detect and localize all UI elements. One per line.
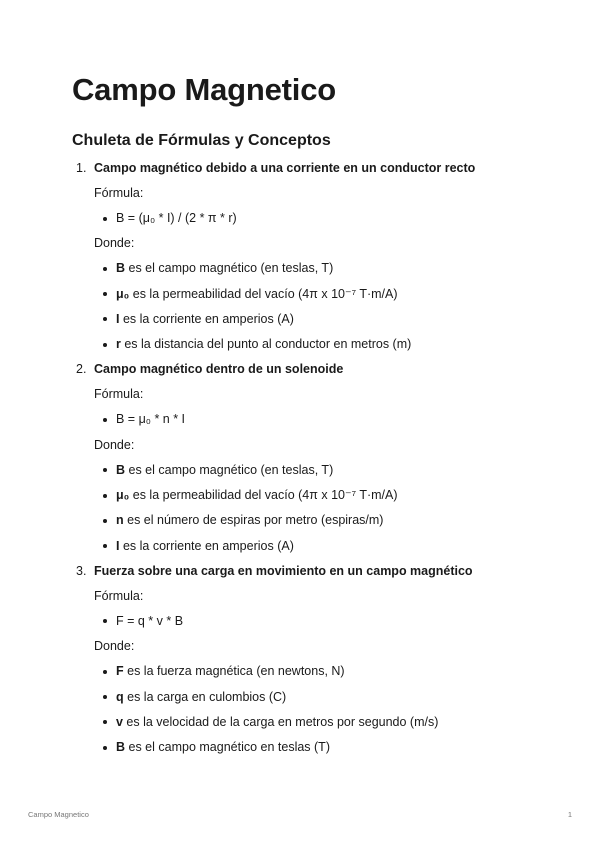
term-description: es la corriente en amperios (A) [119,311,294,326]
section-1 [76,159,546,353]
where-label: Donde: [94,639,135,654]
term-item [94,511,546,529]
term-symbol: I [116,311,120,326]
term-symbol: B [116,740,126,755]
term-symbol: v [116,714,123,729]
term-item [94,486,546,504]
where-label: Donde: [94,437,135,452]
formula-label: Fórmula: [94,588,144,603]
term-symbol: μ₀ [116,286,130,301]
term-description: es la permeabilidad del vacío (4π x 10⁻⁷ T·m/A) [129,286,398,301]
page-subtitle: Chuleta de Fórmulas y Conceptos [72,132,331,149]
term-item [94,688,546,706]
term-item [94,662,546,680]
term-description: es la corriente en amperios (A) [119,538,294,553]
formula-item [94,410,546,428]
term-symbol: r [116,337,121,352]
term-symbol: q [116,689,124,704]
formula-text: F = q * v * B [116,613,184,628]
formula-text: B = μ₀ * n * I [116,412,186,427]
formula-label: Fórmula: [94,387,144,402]
term-description: es el campo magnético (en teslas, T) [125,261,334,276]
term-description: es el número de espiras por metro (espiras/m) [123,513,384,528]
page-title: Campo Magnetico [72,72,336,107]
term-description: es la distancia del punto al conductor en metros (m) [120,337,412,352]
formula-item [94,209,546,227]
section-2 [76,360,546,554]
formula-text: B = (μ₀ * I) / (2 * π * r) [116,211,237,225]
section-heading: Campo magnético dentro de un solenoide [94,362,344,377]
term-item [94,259,546,277]
term-symbol: F [116,664,124,679]
section-number: 2. [76,362,87,377]
formula-label: Fórmula: [94,186,144,200]
section-number: 1. [76,161,87,175]
term-symbol: μ₀ [116,488,130,503]
section-heading: Fuerza sobre una carga en movimiento en un campo magnético [94,563,473,578]
term-item [94,335,546,353]
term-description: es el campo magnético (en teslas, T) [125,462,334,477]
term-symbol: B [116,462,126,477]
section-3 [76,562,546,756]
section-number: 3. [76,563,87,578]
term-item [94,713,546,731]
term-description: es el campo magnético en teslas (T) [125,740,330,755]
formula-list [76,159,546,763]
term-item [94,738,546,756]
formula-item [94,612,546,630]
footer-page-number: 1 [567,810,572,819]
term-description: es la permeabilidad del vacío (4π x 10⁻⁷ T·m/A) [129,488,398,503]
term-symbol: I [116,538,120,553]
term-item [94,461,546,479]
term-description: es la fuerza magnética (en newtons, N) [123,664,345,679]
section-heading: Campo magnético debido a una corriente en un conductor recto [94,161,476,175]
term-item [94,285,546,303]
where-label: Donde: [94,236,135,251]
term-symbol: B [116,261,126,276]
term-description: es la velocidad de la carga en metros por segundo (m/s) [122,714,439,729]
term-description: es la carga en culombios (C) [123,689,287,704]
term-symbol: n [116,513,124,528]
term-item [94,537,546,555]
footer-document-title: Campo Magnetico [28,810,89,819]
term-item [94,310,546,328]
